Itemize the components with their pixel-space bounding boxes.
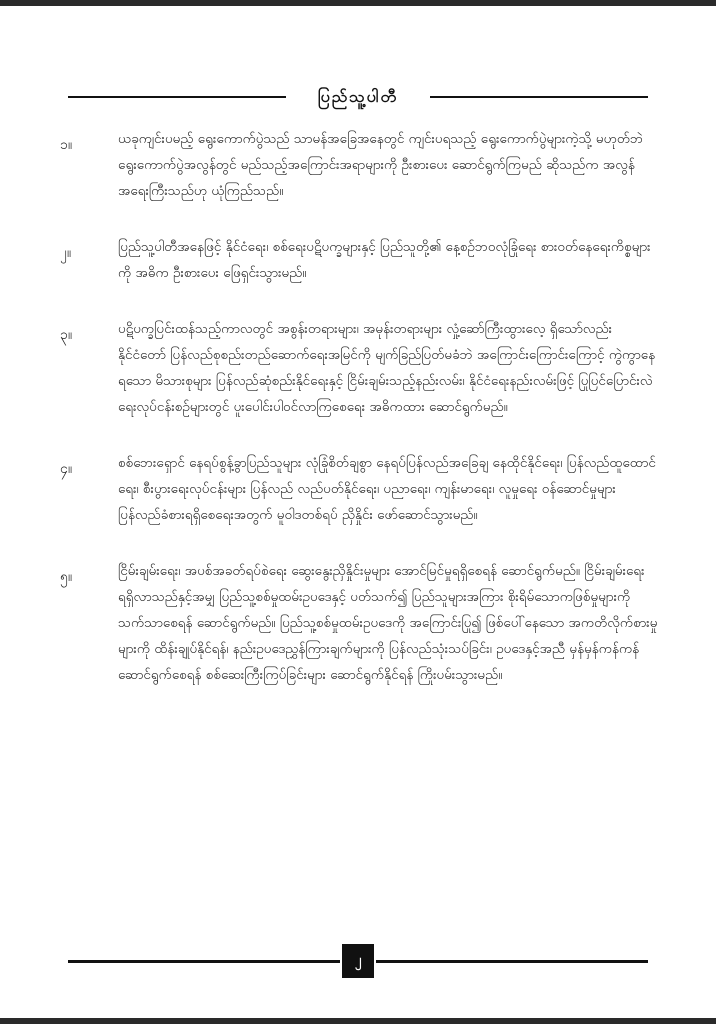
body-content — [60, 126, 660, 718]
paragraph-4 — [60, 450, 660, 528]
paragraph-number: ၃။ — [60, 327, 73, 343]
paragraph-3 — [60, 316, 660, 420]
page-footer — [68, 944, 648, 974]
paragraph-number: ၂။ — [60, 245, 72, 261]
paragraph-text: စစ်ဘေးရှောင် နေရပ်စွန့်ခွာပြည်သူများ လုံခြုံစိတ်ချစွာ နေရပ်ပြန်လည်အခြေချ နေထိုင်နိုင်ရေး၊ ပြန်လည်ထူထောင်ရေး၊ စီးပွားရေးလုပ်ငန်းများ ပြန်လည် လည်ပတ်နိုင်ရေး၊ ပညာရေး၊ ကျန်းမာရေး၊ လူမှုရေး ဝန်ဆောင်မှုများ ပြန်လည်ခံစားရရှိစေရေးအတွက် မူဝါဒတစ်ရပ် ညှိနှိုင်း ဖော်ဆောင်သွားမည်။ — [118, 455, 656, 523]
page-number: ၂ — [342, 944, 374, 978]
document-page — [0, 6, 716, 1018]
page-title: ပြည်သူ့ပါတီ — [317, 87, 399, 106]
footer-rule-right — [376, 960, 648, 963]
paragraph-number: ၄။ — [60, 461, 73, 477]
paragraph-number: ၅။ — [60, 569, 73, 585]
paragraph-5 — [60, 558, 660, 688]
paragraph-2 — [60, 234, 660, 286]
header-rule-right — [430, 96, 648, 98]
paragraph-number: ၁။ — [60, 137, 73, 153]
paragraph-text: ပဋိပက္ခပြင်းထန်သည့်ကာလတွင် အစွန်းတရားများ၊ အမုန်းတရားများ လှုံ့ဆော်ကြီးထွားလေ့ ရှိသော်လည်း နိုင်ငံတော် ပြန်လည်စုစည်းတည်ဆောက်ရေးအမြင်ကို မျက်ခြည်ပြတ်မခံဘဲ အကြောင်းကြောင်းကြောင့် ကွဲကွာနေရသော မိသားစုများ ပြန်လည်ဆုံစည်းနိုင်ရေးနှင့် ငြိမ်းချမ်းသည့်နည်းလမ်း၊ နိုင်ငံရေးနည်းလမ်းဖြင့် ပြုပြင်ပြောင်းလဲရေးလုပ်ငန်းစဉ်များတွင် ပူးပေါင်းပါဝင်လာကြစေရေး အဓိကထား ဆောင်ရွက်မည်။ — [118, 321, 656, 415]
header-rule-left — [68, 96, 286, 98]
paragraph-text: ငြိမ်းချမ်းရေး၊ အပစ်အခတ်ရပ်စဲရေး ဆွေးနွေးညှိနှိုင်းမှုများ အောင်မြင်မှုရရှိစေရန် ဆောင်ရွက်မည်။ ငြိမ်းချမ်းရေး ရရှိလာသည်နှင့်အမျှ ပြည်သူ့စစ်မှုထမ်းဥပဒေနှင့် ပတ်သက်၍ ပြည်သူများအကြား စိုးရိမ်သောကဖြစ်မှုများကို သက်သာစေရန် ဆောင်ရွက်မည်။ ပြည်သူ့စစ်မှုထမ်းဥပဒေကို အကြောင်းပြု၍ ဖြစ်ပေါ်နေသော အကတိလိုက်စားမှုများကို ထိန်းချုပ်နိုင်ရန်၊ နည်းဥပဒေညွှန်ကြားချက်များကို ပြန်လည်သုံးသပ်ခြင်း၊ ဥပဒေနှင့်အညီ မှန်မှန်ကန်ကန် ဆောင်ရွက်စေရန် စစ်ဆေးကြီးကြပ်ခြင်းများ ဆောင်ရွက်နိုင်ရန် ကြိုးပမ်းသွားမည်။ — [118, 563, 658, 683]
paragraph-text: ပြည်သူ့ပါတီအနေဖြင့် နိုင်ငံရေး၊ စစ်ရေးပဋိပက္ခများနှင့် ပြည်သူတို့၏ နေ့စဉ်ဘဝလုံခြုံရေး စားဝတ်နေရေးကိစ္စများကို အဓိက ဦးစားပေး ဖြေရှင်းသွားမည်။ — [118, 239, 651, 281]
page-header — [68, 86, 648, 106]
footer-rule-left — [68, 960, 340, 963]
paragraph-1 — [60, 126, 660, 204]
paragraph-text: ယခုကျင်းပမည့် ရွေးကောက်ပွဲသည် သာမန်အခြေအနေတွင် ကျင်းပရသည့် ရွေးကောက်ပွဲများကဲ့သို့ မဟုတ်ဘဲ ရွေးကောက်ပွဲအလွန်တွင် မည်သည့်အကြောင်းအရာများကို ဦးစားပေး ဆောင်ရွက်ကြမည် ဆိုသည်က အလွန်အရေးကြီးသည်ဟု ယုံကြည်သည်။ — [118, 131, 643, 199]
